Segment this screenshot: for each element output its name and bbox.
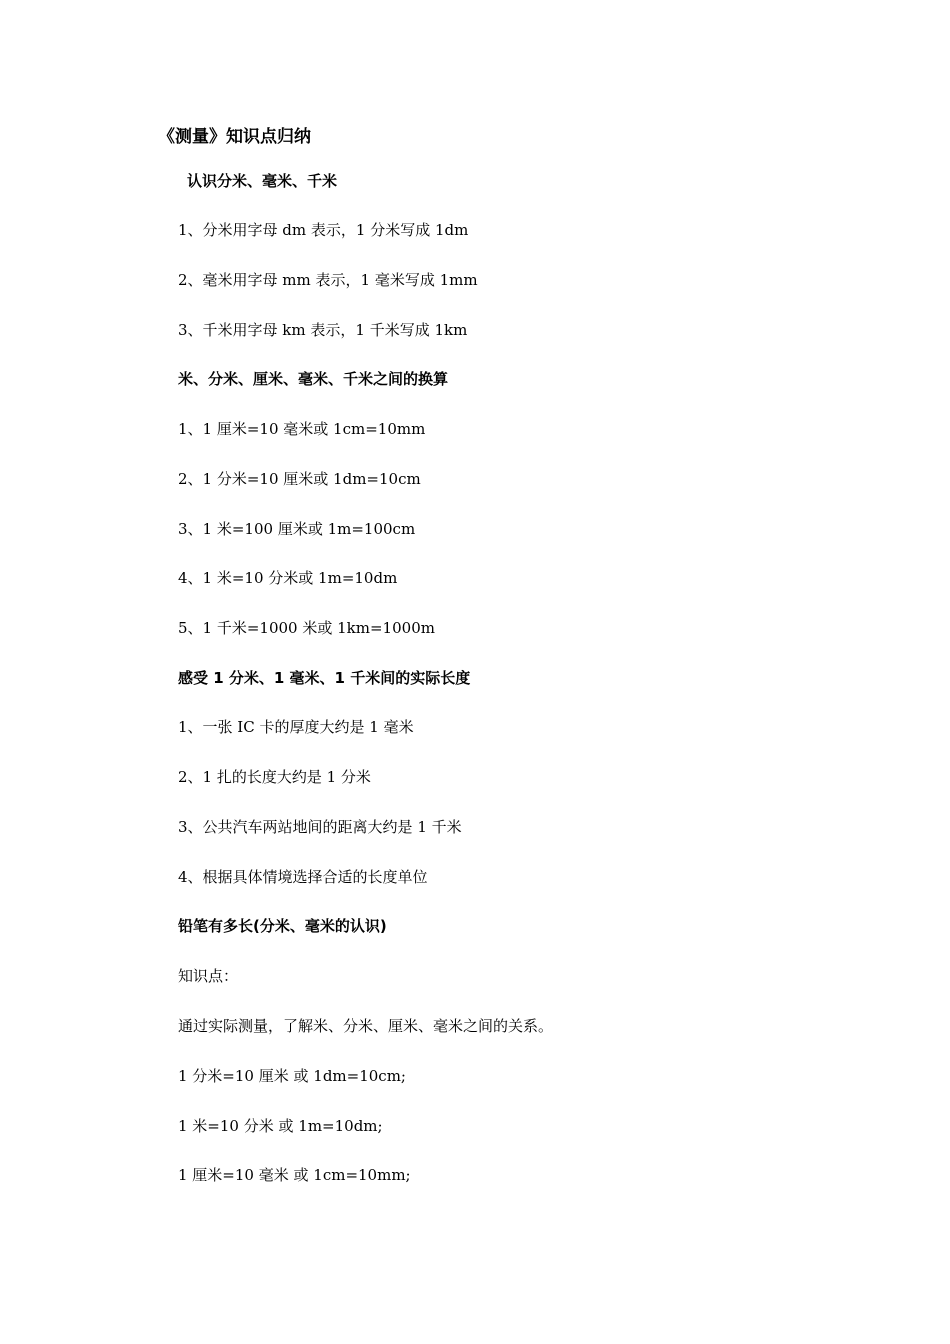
section-heading: 铅笔有多长(分米、毫米的认识) [178, 917, 387, 935]
list-item: 1、1 厘米=10 毫米或 1cm=10mm [178, 420, 426, 438]
list-item: 4、根据具体情境选择合适的长度单位 [178, 868, 428, 886]
list-item: 3、公共汽车两站地间的距离大约是 1 千米 [178, 818, 462, 836]
section-heading: 米、分米、厘米、毫米、千米之间的换算 [178, 370, 449, 388]
list-item: 3、千米用字母 km 表示，1 千米写成 1km [178, 321, 468, 339]
document-title: 《测量》知识点归纳 [158, 127, 311, 147]
list-item: 3、1 米=100 厘米或 1m=100cm [178, 520, 416, 538]
list-item: 1、分米用字母 dm 表示，1 分米写成 1dm [178, 221, 469, 239]
list-item: 2、1 分米=10 厘米或 1dm=10cm [178, 470, 421, 488]
list-item: 1 米=10 分米 或 1m=10dm; [178, 1117, 383, 1135]
list-item: 4、1 米=10 分米或 1m=10dm [178, 569, 398, 587]
list-item: 1、一张 IC 卡的厚度大约是 1 毫米 [178, 718, 414, 736]
list-item: 2、1 扎的长度大约是 1 分米 [178, 768, 371, 786]
section-heading: 感受 1 分米、1 毫米、1 千米间的实际长度 [178, 669, 471, 687]
list-item: 通过实际测量，了解米、分米、厘米、毫米之间的关系。 [178, 1017, 554, 1035]
list-item: 2、毫米用字母 mm 表示，1 毫米写成 1mm [178, 271, 478, 289]
list-item: 1 厘米=10 毫米 或 1cm=10mm; [178, 1166, 411, 1184]
section-heading: 认识分米、毫米、千米 [187, 172, 338, 190]
list-item: 知识点： [178, 967, 239, 985]
list-item: 1 分米=10 厘米 或 1dm=10cm; [178, 1067, 406, 1085]
list-item: 5、1 千米=1000 米或 1km=1000m [178, 619, 435, 637]
